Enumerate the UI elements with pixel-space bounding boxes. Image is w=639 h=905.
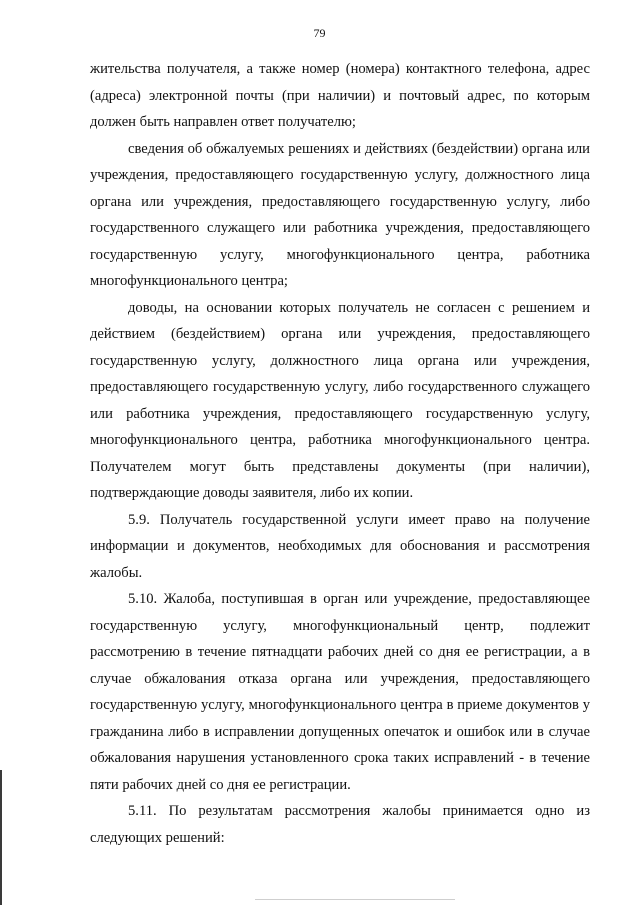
page-number: 79 xyxy=(313,26,326,40)
paragraph-appeal-subject: сведения об обжалуемых решениях и действиях (бездействии) органа или учреждения, предоставляющего государственную услугу, должностного лица органа или учреждения, предоставляющего государственную услугу, либо государственного служащего или работника учреждения, предоставляющего государственную услугу, многофункционального центра, работника многофункционального центра; xyxy=(90,140,590,289)
document-body xyxy=(90,56,590,851)
scan-bottom-mark xyxy=(255,899,455,900)
scan-edge-mark xyxy=(0,770,2,905)
paragraph-arguments: доводы, на основании которых получатель не согласен с решением и действием (бездействием) органа или учреждения, предоставляющего государственную услугу, должностного лица органа или учреждения, предоставляющего государственную услугу, либо государственного служащего или работника учреждения, предоставляющего государственную услугу, многофункционального центра, работника многофункционального центра. Получателем могут быть представлены документы (при наличии), подтверждающие доводы заявителя, либо их копии. xyxy=(90,299,590,501)
paragraph-5-10: 5.10. Жалоба, поступившая в орган или учреждение, предоставляющее государственную услугу, многофункциональный центр, подлежит рассмотрению в течение пятнадцати рабочих дней со дня ее регистрации, а в случае обжалования отказа органа или учреждения, предоставляющего государственную услугу, многофункционального центра в приеме документов у гражданина либо в исправлении допущенных опечаток и ошибок или в случае обжалования нарушения установленного срока таких исправлений - в течение пяти рабочих дней со дня ее регистрации. xyxy=(90,591,590,793)
paragraph-continuation: жительства получателя, а также номер (номера) контактного телефона, адрес (адреса) электронной почты (при наличии) и почтовый адрес, по которым должен быть направлен ответ получателю; xyxy=(90,61,590,130)
paragraph-5-11: 5.11. По результатам рассмотрения жалобы принимается одно из следующих решений: xyxy=(90,803,590,846)
paragraph-5-9: 5.9. Получатель государственной услуги имеет право на получение информации и документов, необходимых для обоснования и рассмотрения жалобы. xyxy=(90,511,590,581)
